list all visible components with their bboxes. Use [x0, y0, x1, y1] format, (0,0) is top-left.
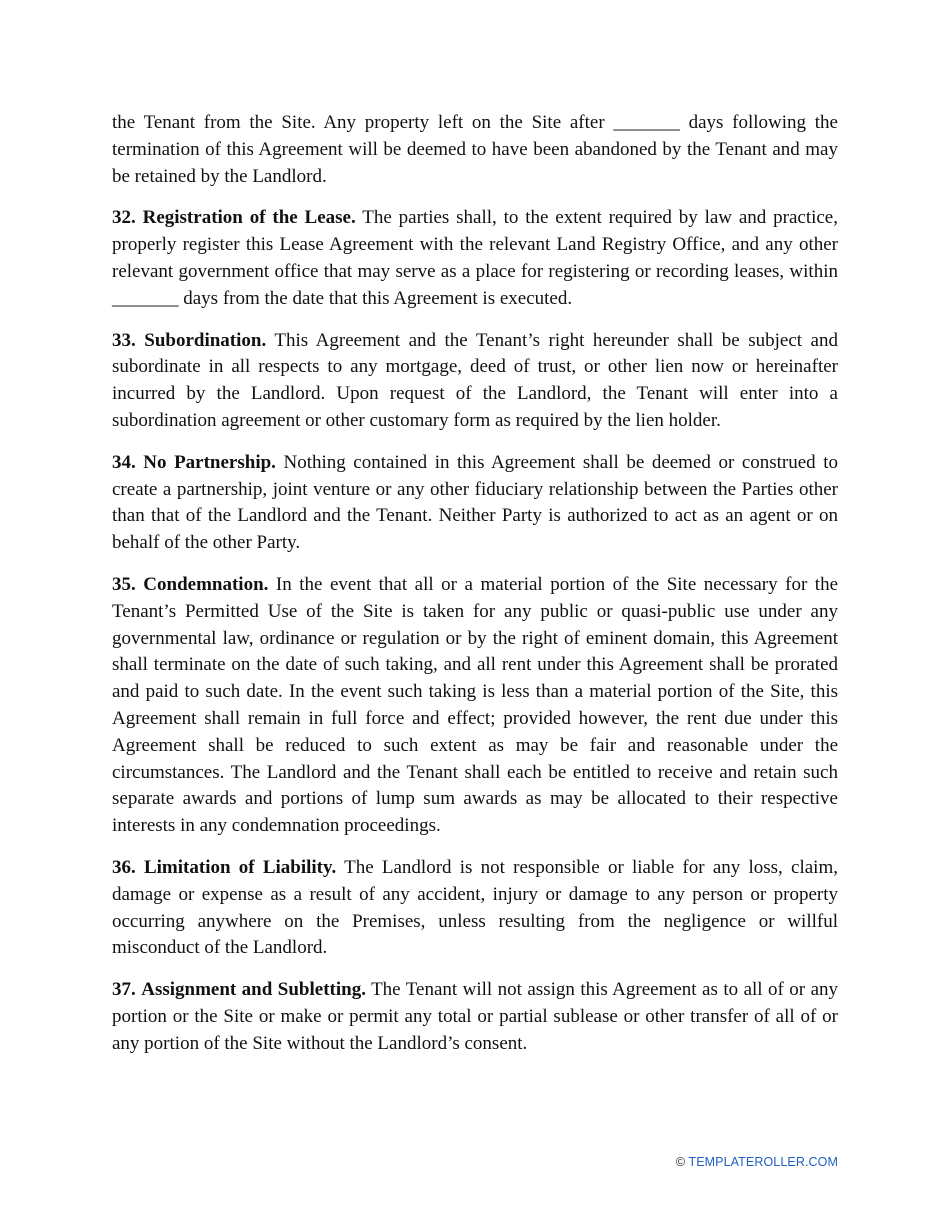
- section-33: [112, 328, 838, 435]
- section-36: [112, 855, 838, 962]
- section-text: The Tenant will not assign this Agreement as to all of or any portion or the Site or make or permit any total or partial sublease or other transfer of all of or any portion of the Site without the Landlord’s consent.: [112, 979, 839, 1054]
- document-page: [112, 110, 838, 1073]
- section-number: 36.: [112, 856, 136, 878]
- section-text: Nothing contained in this Agreement shall be deemed or construed to create a partnership, joint venture or any other fiduciary relationship between the Parties other than that of the Landlord and the Tenant. Neither Party is authorized to act as an agent or on behalf of the other Party.: [112, 451, 839, 554]
- section-heading: Subordination.: [144, 329, 267, 351]
- section-heading: No Partnership.: [143, 451, 276, 473]
- section-number: 35.: [112, 573, 136, 595]
- copyright-symbol: ©: [675, 1155, 686, 1169]
- continuation-paragraph: the Tenant from the Site. Any property left on the Site after _______ days following the termination of this Agreement will be deemed to have been abandoned by the Tenant and may be retained by the Landlord.: [112, 112, 838, 187]
- footer-credit: [676, 1155, 838, 1169]
- section-number: 37.: [112, 979, 136, 1001]
- section-heading: Registration of the Lease.: [142, 207, 356, 229]
- section-heading: Condemnation.: [143, 573, 269, 595]
- section-34: [112, 450, 838, 557]
- section-text: This Agreement and the Tenant’s right hereunder shall be subject and subordinate in all respects to any mortgage, deed of trust, or other lien now or hereinafter incurred by the Landlord. Upon request of the Landlord, the Tenant will enter into a subordination agreement or other customary form as required by the lien holder.: [112, 329, 838, 431]
- section-text: The parties shall, to the extent required by law and practice, properly register this Lease Agreement with the relevant Land Registry Office, and any other relevant government office that may serve as a place for registering or recording leases, within _______ days from the date that this Agreement is executed.: [112, 207, 838, 309]
- footer-link[interactable]: TEMPLATEROLLER.COM: [688, 1155, 838, 1169]
- section-number: 33.: [112, 329, 136, 351]
- section-35: [112, 572, 838, 840]
- section-text: In the event that all or a material portion of the Site necessary for the Tenant’s Permitted Use of the Site is taken for any public or quasi-public use under any governmental law, ordinance or regulation or by the right of eminent domain, this Agreement shall terminate on the date of such taking, and all rent under this Agreement shall be prorated and paid to such date. In the event such taking is less than a material portion of the Site, this Agreement shall remain in full force and effect; provided however, the rent due under this Agreement shall be reduced to such extent as may be fair and reasonable under the circumstances. The Landlord and the Tenant shall each be entitled to receive and retain such separate awards and portions of lump sum awards as may be allocated to their respective interests in any condemnation proceedings.: [112, 573, 839, 837]
- section-number: 32.: [112, 207, 136, 229]
- section-text: The Landlord is not responsible or liable for any loss, claim, damage or expense as a result of any accident, injury or damage to any person or property occurring anywhere on the Premises, unless resulting from the negligence or willful misconduct of the Landlord.: [112, 856, 838, 959]
- section-heading: Limitation of Liability.: [143, 856, 337, 878]
- section-heading: Assignment and Subletting.: [141, 979, 366, 1001]
- section-37: [112, 977, 838, 1057]
- section-number: 34.: [112, 451, 136, 473]
- section-32: [112, 205, 838, 312]
